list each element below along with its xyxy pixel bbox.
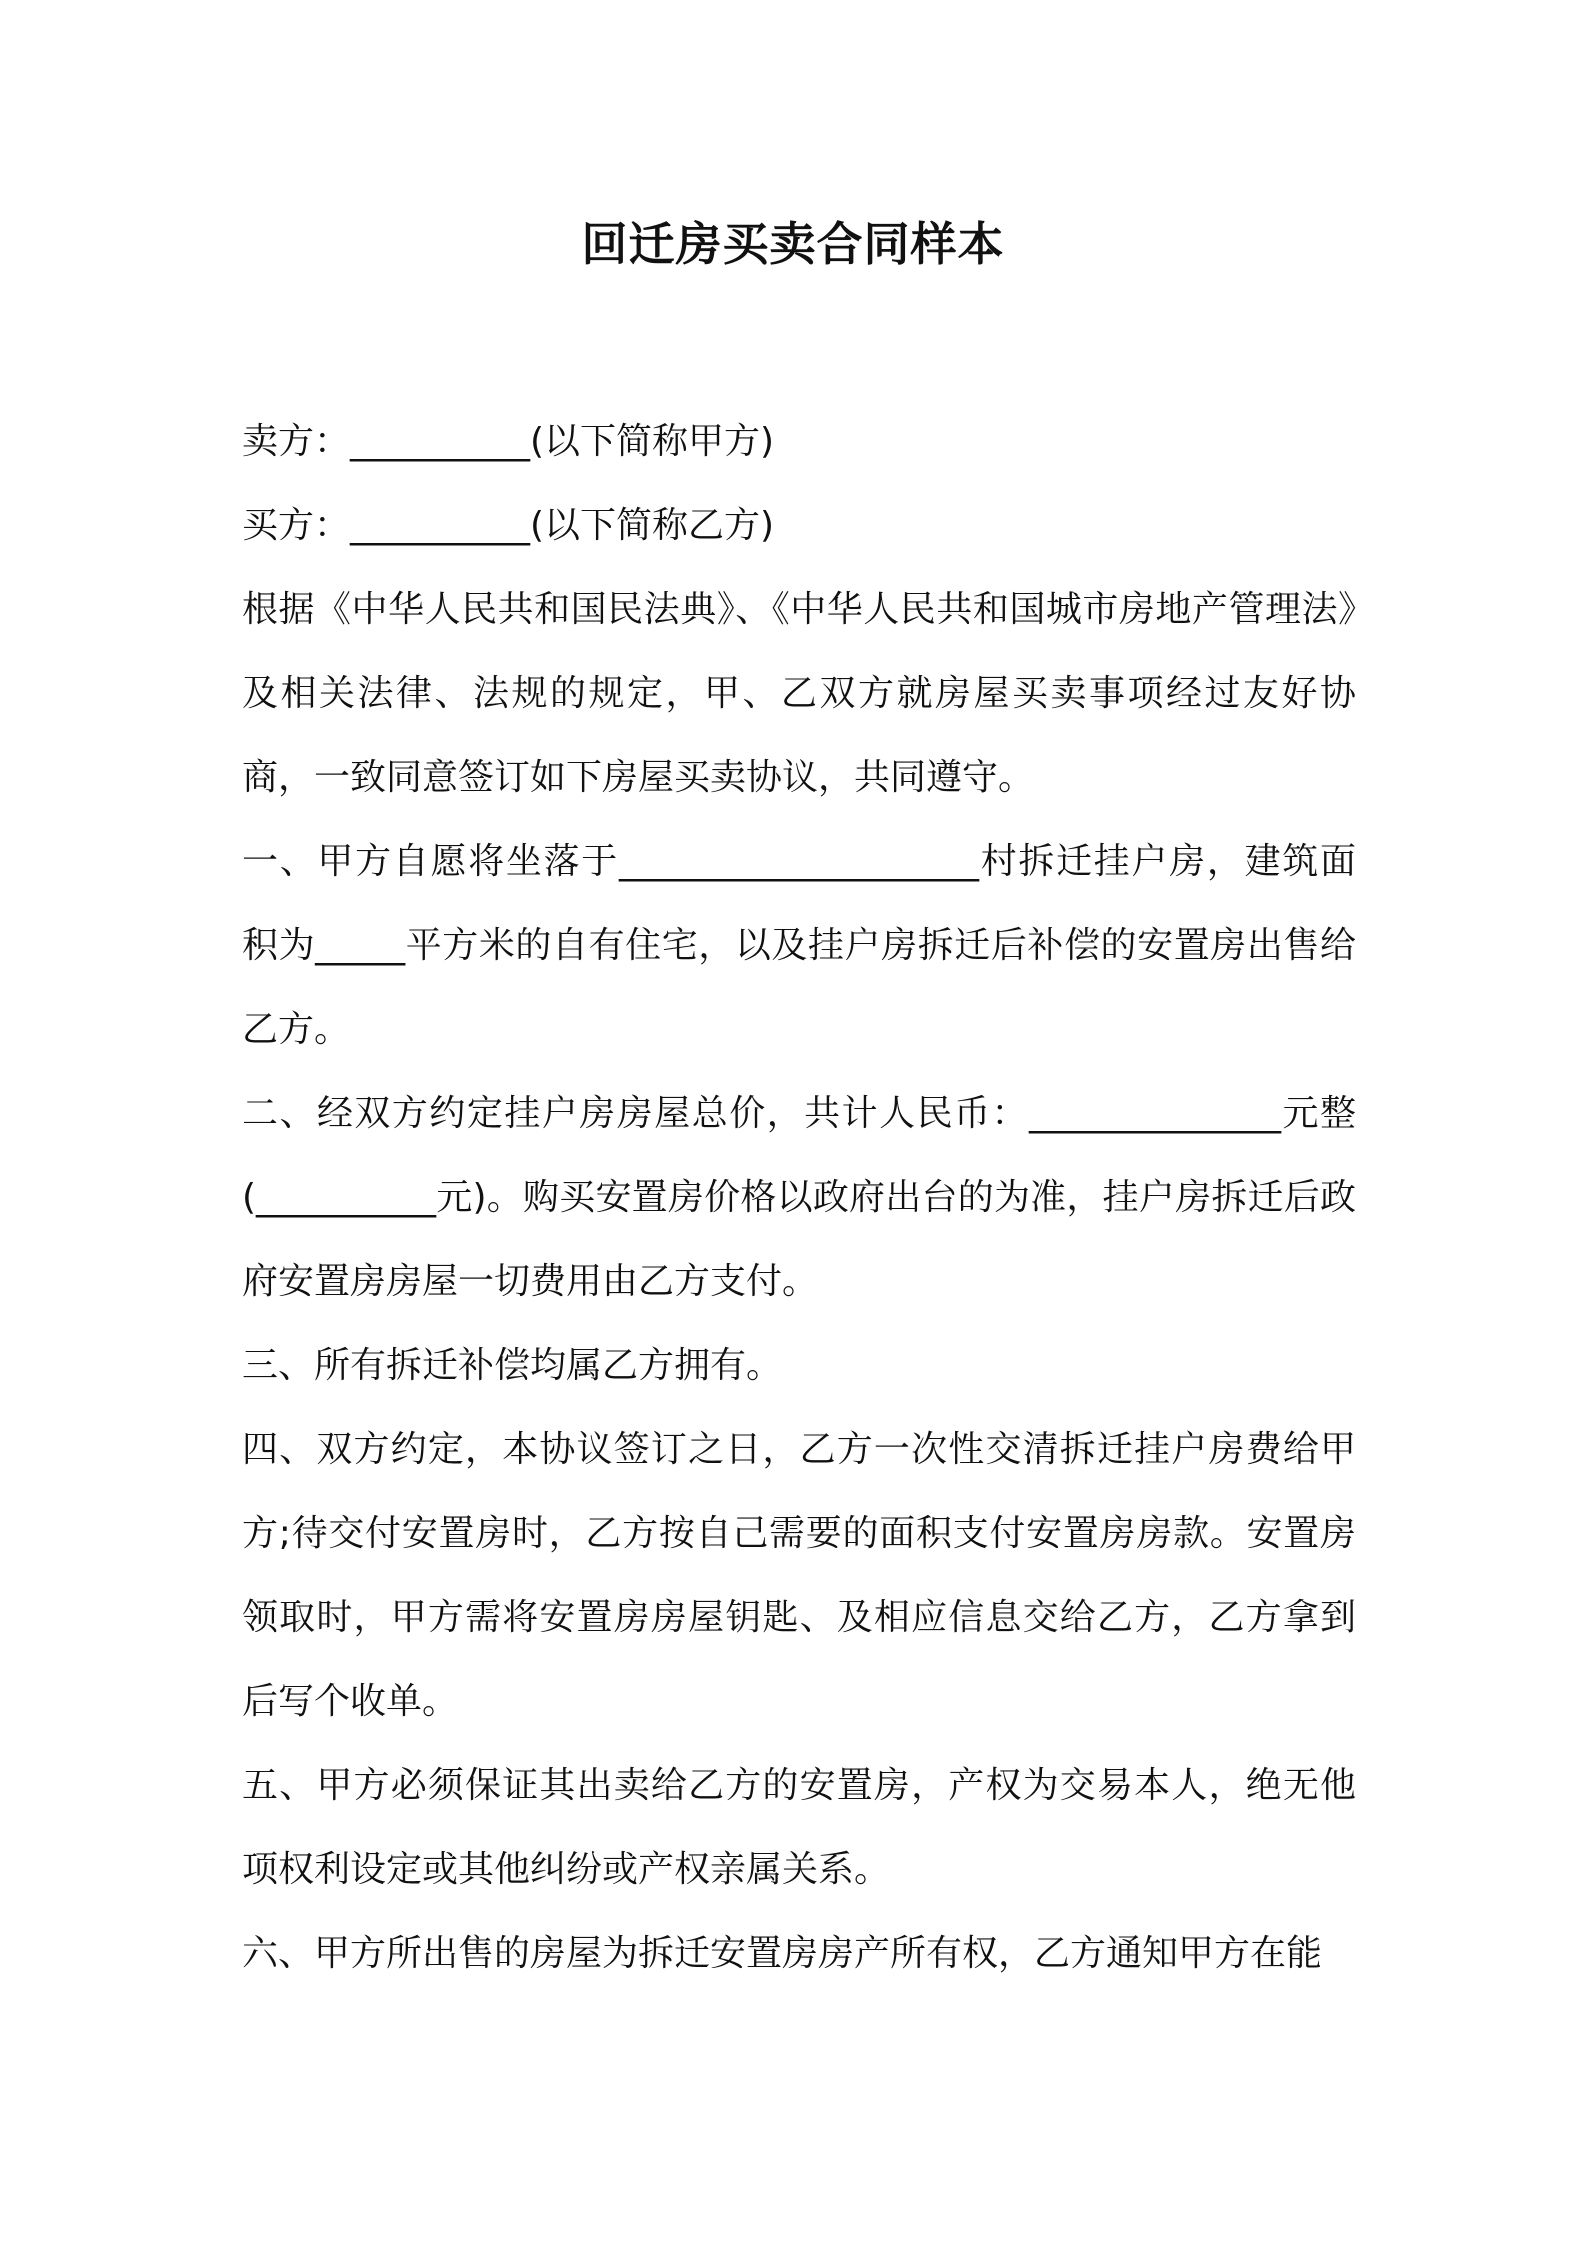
document-title: 回迁房买卖合同样本: [581, 217, 1005, 271]
clause-2: 二、经双方约定挂户房房屋总价，共计人民币：______________元整(__________元)。购买安置房价格以政府出台的为准，挂户房拆迁后政府安置房房屋一切费用由乙方支付。: [242, 1093, 1356, 1302]
document-body: [242, 400, 1356, 1996]
buyer-line: 买方：__________(以下简称乙方): [242, 505, 775, 546]
clause-6: 六、甲方所出售的房屋为拆迁安置房房产所有权，乙方通知甲方在能: [242, 1933, 1323, 1974]
clause-4: 四、双方约定，本协议签订之日，乙方一次性交清拆迁挂户房费给甲方;待交付安置房时，乙方按自己需要的面积支付安置房房款。安置房领取时，甲方需将安置房房屋钥匙、及相应信息交给乙方，乙方拿到后写个收单。: [242, 1429, 1356, 1722]
clause-3: 三、所有拆迁补偿均属乙方拥有。: [242, 1345, 783, 1386]
clause-1: 一、甲方自愿将坐落于____________________村拆迁挂户房，建筑面积为_____平方米的自有住宅，以及挂户房拆迁后补偿的安置房出售给乙方。: [242, 841, 1356, 1050]
seller-line: 卖方：__________(以下简称甲方): [242, 421, 775, 462]
preamble-paragraph: 根据《中华人民共和国民法典》、《中华人民共和国城市房地产管理法》及相关法律、法规的规定，甲、乙双方就房屋买卖事项经过友好协商，一致同意签订如下房屋买卖协议，共同遵守。: [242, 589, 1356, 798]
clause-5: 五、甲方必须保证其出卖给乙方的安置房，产权为交易本人，绝无他项权利设定或其他纠纷或产权亲属关系。: [242, 1765, 1356, 1890]
